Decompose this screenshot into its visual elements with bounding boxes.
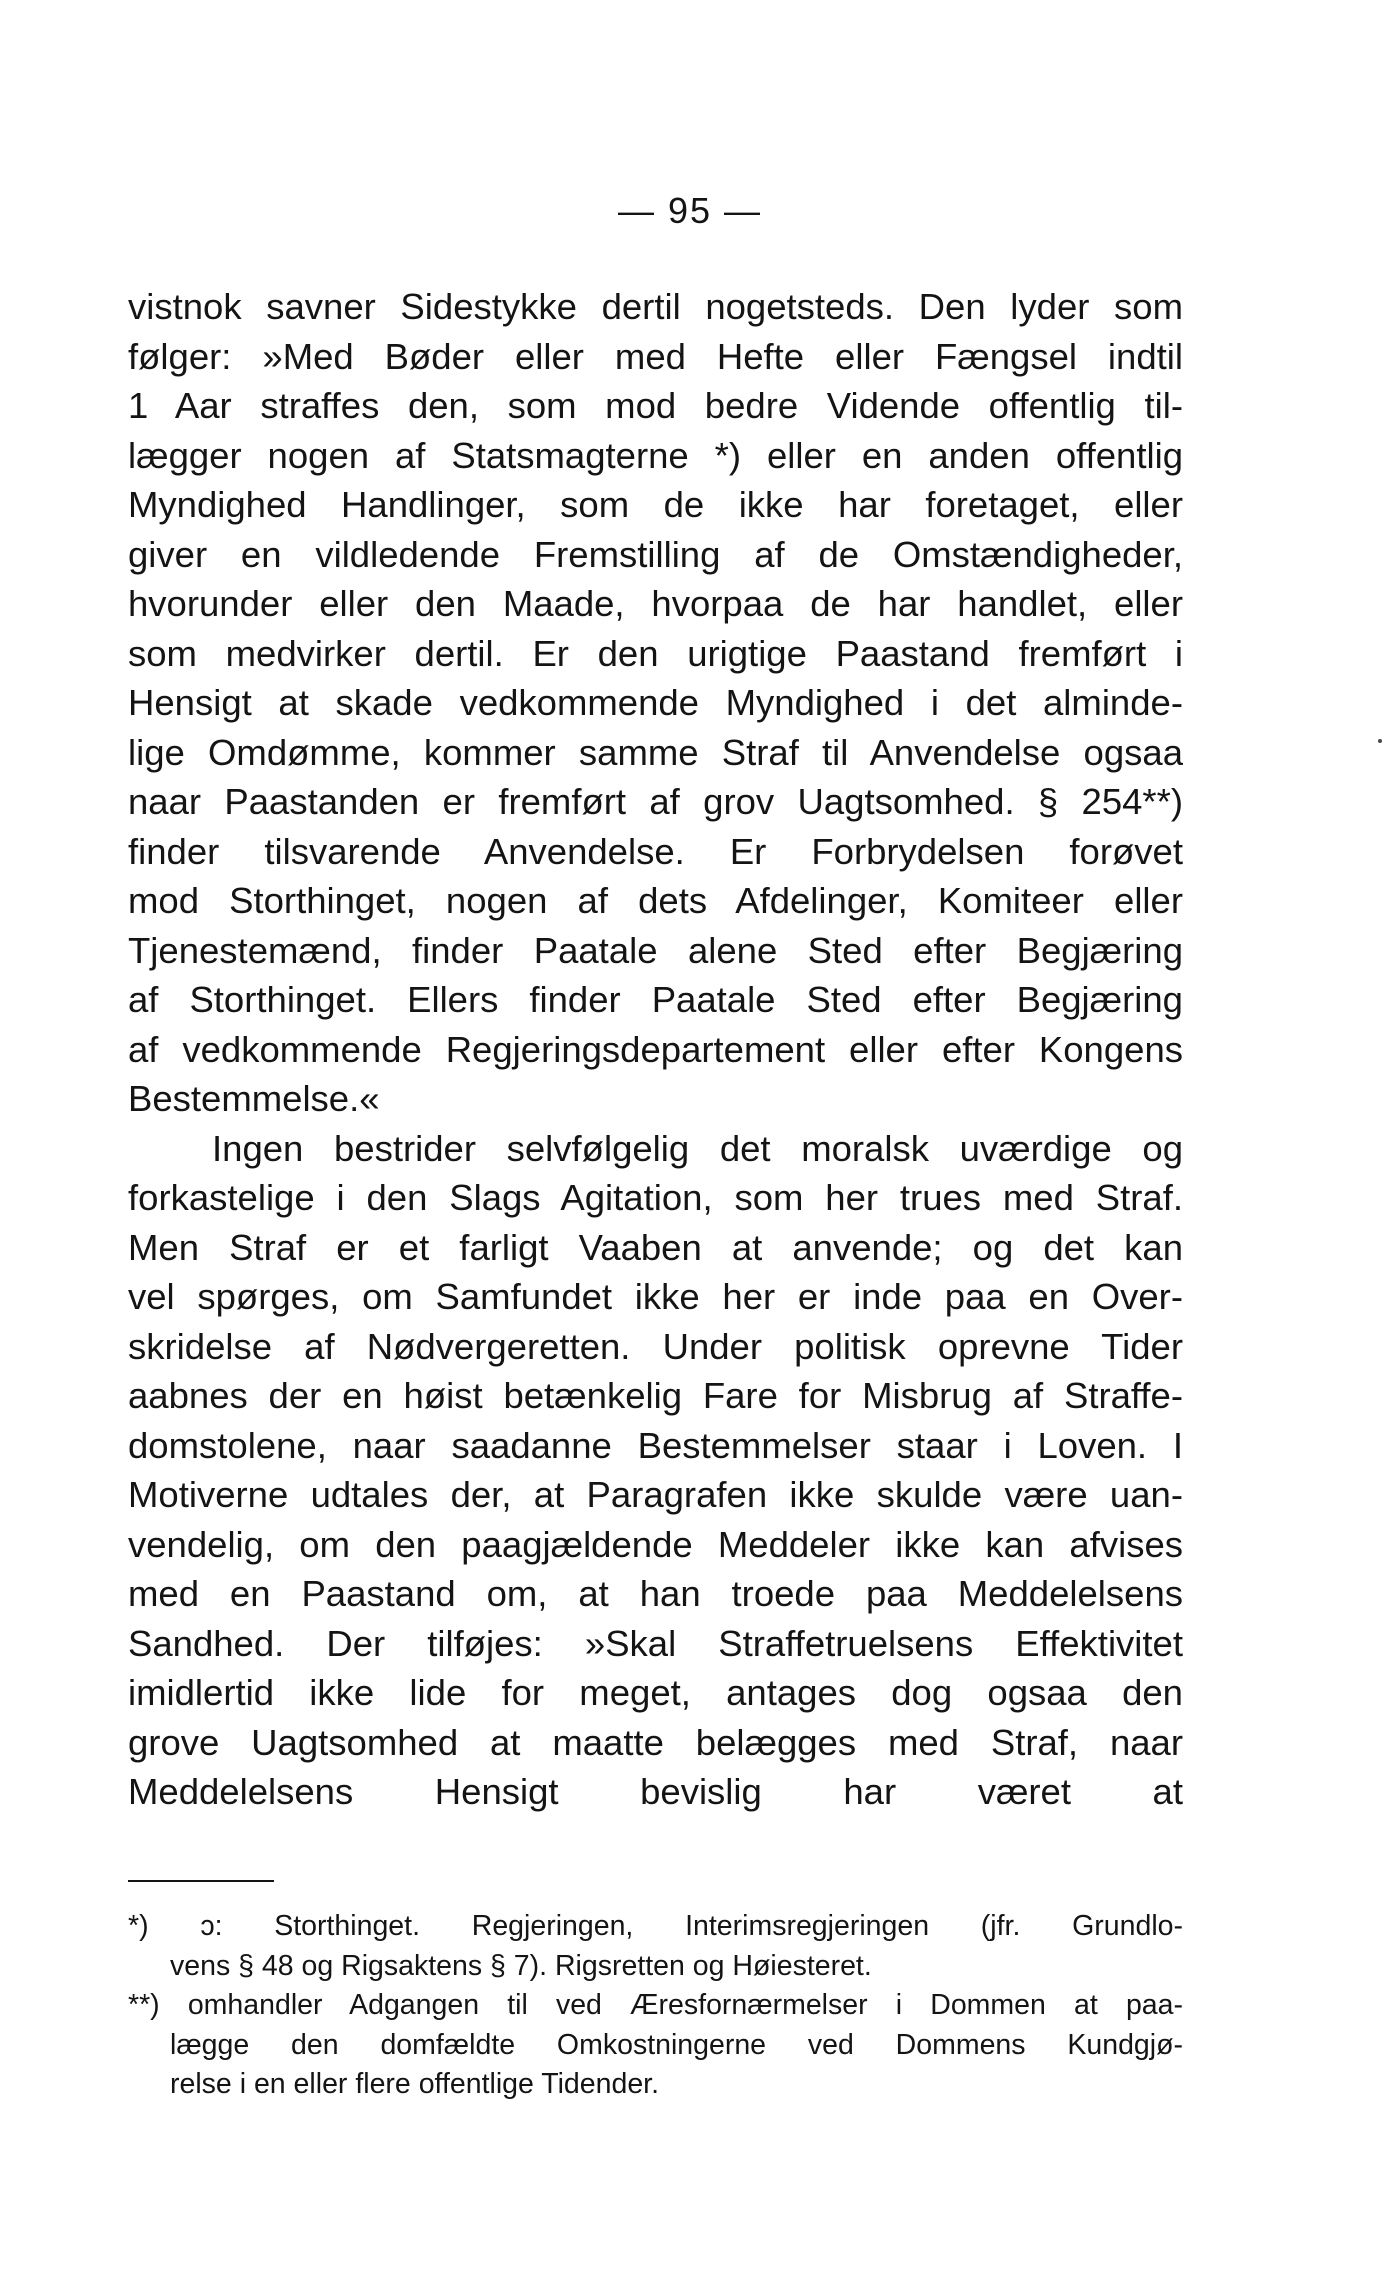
text-line: følger: »Med Bøder eller med Hefte eller Fængsel indtil [128,335,1183,377]
text-line: vendelig, om den paagjældende Meddeler ikke kan afvises [128,1523,1183,1565]
text-line: vistnok savner Sidestykke dertil nogetsteds. Den lyder som [128,286,1183,327]
footnote-line: **) omhandler Adgangen til ved Æresfornærmelser i Dommen at paa- [128,1989,1183,2021]
text-line: Tjenestemænd, finder Paatale alene Sted efter Begjæring [128,929,1183,971]
text-line: finder tilsvarende Anvendelse. Er Forbrydelsen forøvet [128,830,1183,872]
text-line: hvorunder eller den Maade, hvorpaa de har handlet, eller [128,583,1183,624]
text-line: naar Paastanden er fremført af grov Uagtsomhed. § 254**) [128,781,1183,822]
text-line: med en Paastand om, at han troede paa Meddelelsens [128,1573,1183,1614]
margin-speck [1378,739,1382,743]
footnotes [128,1907,1183,2105]
text-line: Motiverne udtales der, at Paragrafen ikke skulde være uan- [128,1474,1183,1515]
paragraph-start-line: Ingen bestrider selvfølgelig det moralsk uværdige og [212,1127,1183,1169]
text-line: Myndighed Handlinger, som de ikke har foretaget, eller [128,484,1183,525]
footnote-line: *) ɔ: Storthinget. Regjeringen, Interimsregjeringen (jfr. Grundlo- [128,1910,1183,1942]
text-line: af vedkommende Regjeringsdepartement eller efter Kongens [128,1028,1183,1070]
page-number-text: — 95 — [617,190,763,231]
text-line: som medvirker dertil. Er den urigtige Paastand fremført i [128,632,1183,674]
text-line: aabnes der en høist betænkelig Fare for Misbrug af Straffe- [128,1375,1183,1416]
text-line: Meddelelsens Hensigt bevislig har været at [128,1771,1183,1812]
footnote-divider [128,1880,274,1882]
footnote-line: lægge den domfældte Omkostningerne ved Dommens Kundgjø- [170,2028,1183,2061]
main-text [128,282,1183,1817]
text-line: imidlertid ikke lide for meget, antages dog ogsaa den [128,1672,1183,1713]
text-line: lige Omdømme, kommer samme Straf til Anvendelse ogsaa [128,731,1183,773]
text-line: Sandhed. Der tilføjes: »Skal Straffetruelsens Effektivitet [128,1622,1183,1664]
footnote-line: vens § 48 og Rigsaktens § 7). Rigsretten og Høiesteret. [170,1949,872,1982]
text-line: domstolene, naar saadanne Bestemmelser staar i Loven. I [128,1424,1183,1466]
text-line: forkastelige i den Slags Agitation, som her trues med Straf. [128,1177,1183,1218]
text-line: vel spørges, om Samfundet ikke her er inde paa en Over- [128,1276,1183,1317]
text-line: Bestemmelse.« [128,1078,380,1119]
text-line: Men Straf er et farligt Vaaben at anvende; og det kan [128,1226,1183,1268]
text-line: grove Uagtsomhed at maatte belægges med Straf, naar [128,1721,1183,1763]
footnote-line: relse i en eller flere offentlige Tidender. [170,2068,660,2100]
page-number [0,190,1400,232]
text-line: 1 Aar straffes den, som mod bedre Vidende offentlig til- [128,385,1183,426]
text-line: giver en vildledende Fremstilling af de Omstændigheder, [128,533,1183,575]
text-line: Hensigt at skade vedkommende Myndighed i det alminde- [128,682,1183,723]
text-line: mod Storthinget, nogen af dets Afdelinger, Komiteer eller [128,880,1183,921]
text-line: af Storthinget. Ellers finder Paatale Sted efter Begjæring [128,979,1183,1020]
text-line: lægger nogen af Statsmagterne *) eller en anden offentlig [128,434,1183,476]
text-line: skridelse af Nødvergeretten. Under politisk oprevne Tider [128,1325,1183,1367]
